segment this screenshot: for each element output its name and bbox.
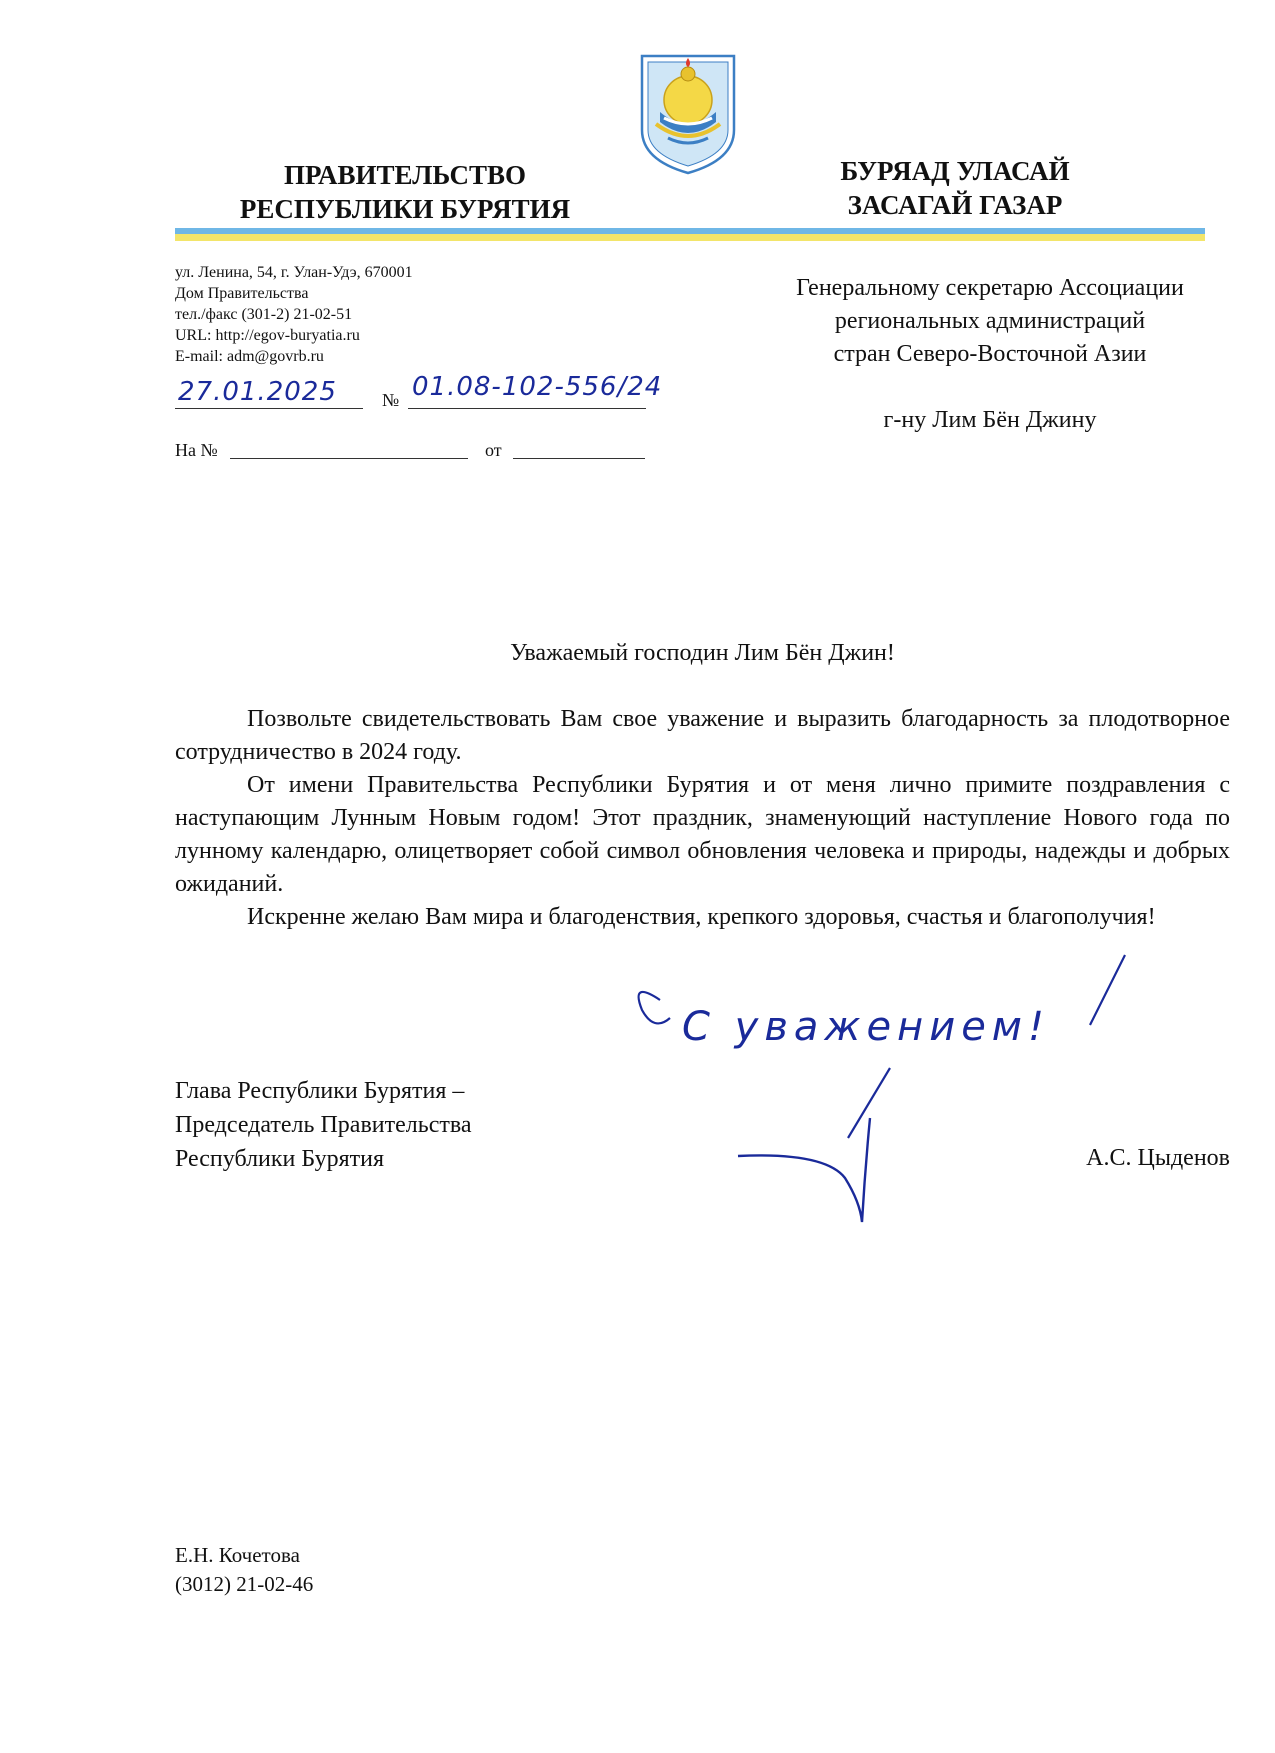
signature-text: С уважением! [682, 1004, 1051, 1050]
recipient-block [740, 272, 1240, 371]
header-stripe-yellow [175, 234, 1205, 241]
letter-body [175, 703, 1230, 934]
letter-paragraph: От имени Правительства Республики Бурятия и от меня лично примите поздравления с наступающим Лунным Новым годом! Этот праздник, знаменующий наступление Нового года по лунному календарю, олицетворяет собой символ обновления человека и природы, надежды и добрых ожиданий. [175, 772, 1230, 897]
letter-greeting: Уважаемый господин Лим Бён Джин! [510, 640, 895, 666]
executor-name: Е.Н. Кочетова [175, 1543, 300, 1567]
executor-phone: (3012) 21-02-46 [175, 1572, 314, 1596]
executor-block [175, 1541, 313, 1599]
sender-address: ул. Ленина, 54, г. Улан-Удэ, 670001 [175, 264, 413, 281]
ref-number-label: На № [175, 440, 218, 460]
reg-date-handwritten: 27.01.2025 [178, 377, 337, 407]
reg-date-underline [175, 408, 363, 409]
ref-number-underline [230, 458, 468, 459]
ref-from-underline [513, 458, 645, 459]
org-name-buryat: БУРЯАД УЛАСАЙ ЗАСАГАЙ ГАЗАР [840, 156, 1070, 220]
recipient-line: региональных администраций [834, 308, 1146, 334]
sender-building: Дом Правительства [175, 285, 309, 302]
sender-address-block [175, 262, 413, 367]
ref-from-label: от [485, 440, 502, 460]
reg-number-label: № [382, 390, 400, 410]
handwritten-signature [620, 940, 1140, 1230]
letter-paragraph: Искренне желаю Вам мира и благоденствия, крепкого здоровья, счастья и благополучия! [247, 904, 1156, 930]
signatory-title: Глава Республики Бурятия – Председатель Правительства Республики Бурятия [175, 1078, 472, 1172]
org-name-russian: ПРАВИТЕЛЬСТВО РЕСПУБЛИКИ БУРЯТИЯ [239, 160, 571, 224]
signatory-name: А.С. Цыденов [1086, 1145, 1230, 1171]
sender-url: URL: http://egov-buryatia.ru [175, 327, 360, 344]
reg-number-underline [408, 408, 646, 409]
coat-of-arms-emblem [638, 52, 738, 177]
recipient-line: Генеральному секретарю Ассоциации [796, 275, 1184, 301]
reg-number-handwritten: 01.08-102-556/24 [412, 372, 663, 402]
letter-paragraph: Позвольте свидетельствовать Вам свое уважение и выразить благодарность за плодотворное сотрудничество в 2024 году. [175, 706, 1230, 765]
recipient-name: г-ну Лим Бён Джину [883, 407, 1097, 433]
sender-phone: тел./факс (301-2) 21-02-51 [175, 306, 353, 323]
recipient-line: стран Северо-Восточной Азии [833, 341, 1147, 367]
sender-email: E-mail: adm@govrb.ru [175, 348, 324, 365]
